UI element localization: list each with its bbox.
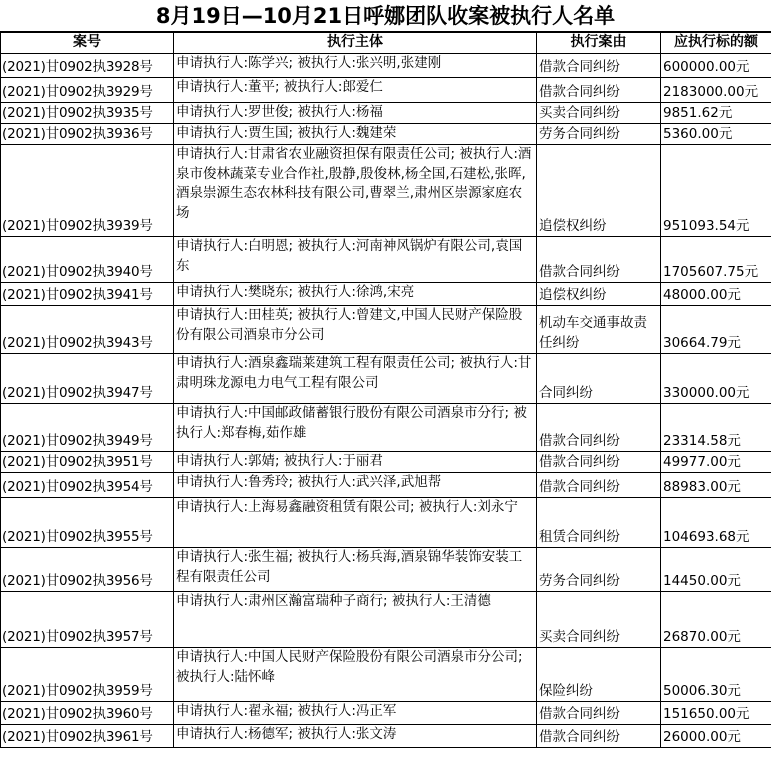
amount-cell: 104693.68元 <box>661 498 771 548</box>
case-number-cell: (2021)甘0902执3943号 <box>1 306 174 354</box>
cause-cell: 借款合同纠纷 <box>537 78 661 103</box>
case-number-cell: (2021)甘0902执3935号 <box>1 103 174 124</box>
table-row <box>1 498 771 548</box>
page-title: 8月19日—10月21日呼娜团队收案被执行人名单 <box>0 0 771 32</box>
amount-cell: 50006.30元 <box>661 648 771 702</box>
cause-cell: 借款合同纠纷 <box>537 473 661 498</box>
cause-cell: 劳务合同纠纷 <box>537 124 661 145</box>
amount-cell: 5360.00元 <box>661 124 771 145</box>
amount-cell: 1705607.75元 <box>661 237 771 283</box>
table-row <box>1 283 771 306</box>
amount-cell: 951093.54元 <box>661 145 771 237</box>
table-row <box>1 54 771 78</box>
amount-cell: 26870.00元 <box>661 592 771 648</box>
cause-cell: 劳务合同纠纷 <box>537 548 661 592</box>
parties-cell: 申请执行人:肃州区瀚富瑞种子商行; 被执行人:王清德 <box>174 592 537 648</box>
case-number-cell: (2021)甘0902执3951号 <box>1 452 174 473</box>
header-cause: 执行案由 <box>537 33 661 54</box>
cause-cell: 借款合同纠纷 <box>537 702 661 725</box>
parties-cell: 申请执行人:上海易鑫融资租赁有限公司; 被执行人:刘永宁 <box>174 498 537 548</box>
case-number-cell: (2021)甘0902执3954号 <box>1 473 174 498</box>
amount-cell: 330000.00元 <box>661 354 771 404</box>
amount-cell: 23314.58元 <box>661 404 771 452</box>
table-row <box>1 103 771 124</box>
table-row <box>1 452 771 473</box>
case-number-cell: (2021)甘0902执3960号 <box>1 702 174 725</box>
header-case-no: 案号 <box>1 33 174 54</box>
case-number-cell: (2021)甘0902执3955号 <box>1 498 174 548</box>
case-number-cell: (2021)甘0902执3961号 <box>1 725 174 748</box>
parties-cell: 申请执行人:中国邮政储蓄银行股份有限公司酒泉市分行; 被执行人:郑春梅,茹作雄 <box>174 404 537 452</box>
table-row <box>1 237 771 283</box>
table-row <box>1 548 771 592</box>
parties-cell: 申请执行人:甘肃省农业融资担保有限责任公司; 被执行人:酒泉市俊林蔬菜专业合作社,殷静,殷俊林,杨全国,石建松,张晖,酒泉崇源生态农林科技有限公司,曹翠兰,肃州区崇源家庭农场 <box>174 145 537 237</box>
amount-cell: 151650.00元 <box>661 702 771 725</box>
cause-cell: 合同纠纷 <box>537 354 661 404</box>
table-header-row <box>1 33 771 54</box>
case-number-cell: (2021)甘0902执3956号 <box>1 548 174 592</box>
amount-cell: 14450.00元 <box>661 548 771 592</box>
parties-cell: 申请执行人:白明恩; 被执行人:河南神风锅炉有限公司,袁国东 <box>174 237 537 283</box>
parties-cell: 申请执行人:翟永福; 被执行人:冯正军 <box>174 702 537 725</box>
cause-cell: 借款合同纠纷 <box>537 237 661 283</box>
header-parties: 执行主体 <box>174 33 537 54</box>
amount-cell: 49977.00元 <box>661 452 771 473</box>
parties-cell: 申请执行人:郭婧; 被执行人:于丽君 <box>174 452 537 473</box>
parties-cell: 申请执行人:张生福; 被执行人:杨兵海,酒泉锦华装饰安装工程有限责任公司 <box>174 548 537 592</box>
table-row <box>1 648 771 702</box>
parties-cell: 申请执行人:樊晓东; 被执行人:徐鸿,宋亮 <box>174 283 537 306</box>
cause-cell: 追偿权纠纷 <box>537 145 661 237</box>
case-number-cell: (2021)甘0902执3947号 <box>1 354 174 404</box>
amount-cell: 88983.00元 <box>661 473 771 498</box>
parties-cell: 申请执行人:杨德军; 被执行人:张文涛 <box>174 725 537 748</box>
amount-cell: 30664.79元 <box>661 306 771 354</box>
parties-cell: 申请执行人:田桂英; 被执行人:曾建文,中国人民财产保险股份有限公司酒泉市分公司 <box>174 306 537 354</box>
cause-cell: 借款合同纠纷 <box>537 54 661 78</box>
case-number-cell: (2021)甘0902执3941号 <box>1 283 174 306</box>
table-row <box>1 473 771 498</box>
case-number-cell: (2021)甘0902执3957号 <box>1 592 174 648</box>
amount-cell: 600000.00元 <box>661 54 771 78</box>
case-number-cell: (2021)甘0902执3929号 <box>1 78 174 103</box>
amount-cell: 9851.62元 <box>661 103 771 124</box>
header-amount: 应执行标的额 <box>661 33 771 54</box>
amount-cell: 26000.00元 <box>661 725 771 748</box>
cause-cell: 借款合同纠纷 <box>537 452 661 473</box>
parties-cell: 申请执行人:陈学兴; 被执行人:张兴明,张建刚 <box>174 54 537 78</box>
cause-cell: 买卖合同纠纷 <box>537 592 661 648</box>
cause-cell: 租赁合同纠纷 <box>537 498 661 548</box>
parties-cell: 申请执行人:酒泉鑫瑞莱建筑工程有限责任公司; 被执行人:甘肃明珠龙源电力电气工程有限公司 <box>174 354 537 404</box>
cause-cell: 借款合同纠纷 <box>537 725 661 748</box>
table-row <box>1 145 771 237</box>
case-number-cell: (2021)甘0902执3949号 <box>1 404 174 452</box>
parties-cell: 申请执行人:贾生国; 被执行人:魏建荣 <box>174 124 537 145</box>
case-number-cell: (2021)甘0902执3928号 <box>1 54 174 78</box>
parties-cell: 申请执行人:董平; 被执行人:郎爱仁 <box>174 78 537 103</box>
table-row <box>1 78 771 103</box>
table-row <box>1 306 771 354</box>
cause-cell: 追偿权纠纷 <box>537 283 661 306</box>
parties-cell: 申请执行人:罗世俊; 被执行人:杨福 <box>174 103 537 124</box>
amount-cell: 2183000.00元 <box>661 78 771 103</box>
cause-cell: 借款合同纠纷 <box>537 404 661 452</box>
case-number-cell: (2021)甘0902执3959号 <box>1 648 174 702</box>
table-row <box>1 702 771 725</box>
amount-cell: 48000.00元 <box>661 283 771 306</box>
table-row <box>1 404 771 452</box>
case-number-cell: (2021)甘0902执3936号 <box>1 124 174 145</box>
case-number-cell: (2021)甘0902执3939号 <box>1 145 174 237</box>
table-row <box>1 592 771 648</box>
cause-cell: 机动车交通事故责任纠纷 <box>537 306 661 354</box>
table-row <box>1 725 771 748</box>
table-row <box>1 124 771 145</box>
cause-cell: 买卖合同纠纷 <box>537 103 661 124</box>
parties-cell: 申请执行人:鲁秀玲; 被执行人:武兴泽,武旭帮 <box>174 473 537 498</box>
case-number-cell: (2021)甘0902执3940号 <box>1 237 174 283</box>
parties-cell: 申请执行人:中国人民财产保险股份有限公司酒泉市分公司; 被执行人:陆怀峰 <box>174 648 537 702</box>
cause-cell: 保险纠纷 <box>537 648 661 702</box>
table-row <box>1 354 771 404</box>
case-table <box>0 32 771 748</box>
